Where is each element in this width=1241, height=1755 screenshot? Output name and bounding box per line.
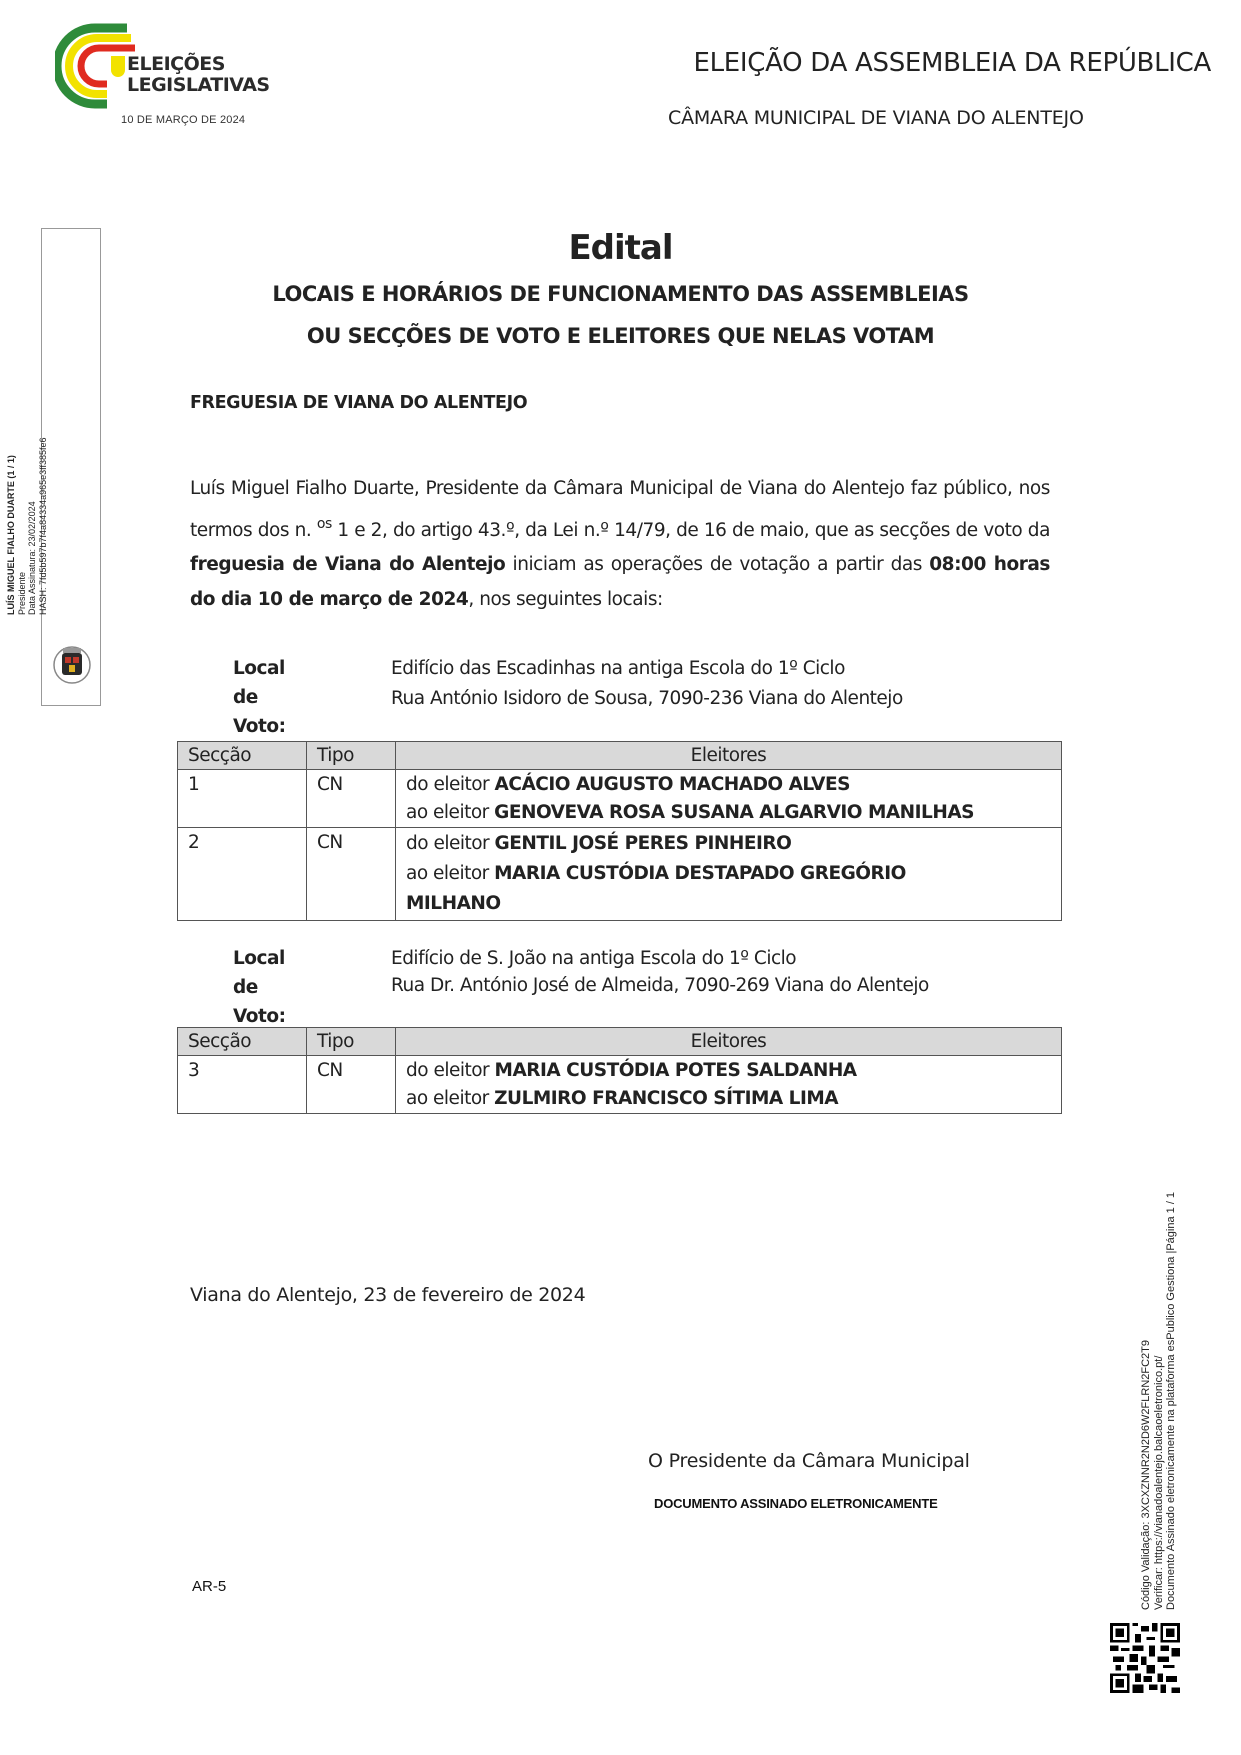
header-seccao: Secção <box>178 1028 307 1056</box>
cell-eleitores <box>396 770 1062 828</box>
validation-url[interactable]: Verificar: https://vianadoalentejo.balcaoeletronico.pt/ <box>1152 1355 1165 1610</box>
para-text-3: iniciam as operações de votação a partir das <box>505 554 930 575</box>
qr-code-icon <box>1110 1623 1180 1693</box>
cell-eleitores <box>396 828 1062 921</box>
sections-table-2 <box>177 1027 1062 1114</box>
signer-role: Presidente <box>16 571 27 615</box>
document-subtitle-line2: OU SECÇÕES DE VOTO E ELEITORES QUE NELAS VOTAM <box>306 324 935 348</box>
to-prefix: ao eleitor <box>406 801 495 823</box>
document-title: Edital <box>568 228 673 268</box>
sections-table-1 <box>177 741 1062 921</box>
location-address: Rua Dr. António José de Almeida, 7090-269 Viana do Alentejo <box>391 975 929 996</box>
validation-code: Código Validação: 3XCXZNNR2N2D6W2FLRN2FC2T9 <box>1140 1339 1152 1610</box>
elections-logo <box>55 22 285 132</box>
signatory-title: O Presidente da Câmara Municipal <box>648 1450 970 1472</box>
document-subtitle-line1: LOCAIS E HORÁRIOS DE FUNCIONAMENTO DAS ASSEMBLEIAS <box>272 282 969 306</box>
signed-electronically-note: DOCUMENTO ASSINADO ELETRONICAMENTE <box>654 1496 938 1511</box>
logo-line1: ELEIÇÕES <box>127 53 225 75</box>
signature-date: Data Assinatura: 23/02/2024 <box>27 501 37 615</box>
validation-info <box>1140 1192 1178 1610</box>
para-text-2: 1 e 2, do artigo 43.º, da Lei n.º 14/79, de 16 de maio, que as secções de voto da <box>331 519 1050 541</box>
to-voter: MARIA CUSTÓDIA DESTAPADO GREGÓRIO MILHANO <box>406 863 906 914</box>
signature-text <box>6 315 48 615</box>
from-prefix: do eleitor <box>406 833 495 854</box>
to-prefix: ao eleitor <box>406 1087 495 1109</box>
logo-line2: LEGISLATIVAS <box>127 74 270 96</box>
location-name: Edifício das Escadinhas na antiga Escola do 1º Ciclo <box>391 658 845 679</box>
para-text-4: , nos seguintes locais: <box>468 588 663 610</box>
cell-eleitores <box>396 1056 1062 1114</box>
para-bold-2: 08:00 horas do dia 10 de março de 2024 <box>190 554 1050 610</box>
logo-arcs-icon <box>55 22 135 112</box>
para-bold-1: freguesia de Viana do Alentejo <box>190 554 506 575</box>
logo-date: 10 DE MARÇO DE 2024 <box>121 114 246 126</box>
signature-hash: HASH: 7fd5b597b7f4a84334a965e3ff385fe6 <box>37 437 48 615</box>
header-eleitores: Eleitores <box>396 1028 1062 1056</box>
location-label: Local de Voto: <box>233 948 286 1027</box>
para-sup: os <box>316 515 332 532</box>
para-text-1: Luís Miguel Fialho Duarte, Presidente da Câmara Municipal de Viana do Alentejo faz público, nos termos dos n. <box>190 478 1050 541</box>
header-eleitores: Eleitores <box>396 742 1062 770</box>
intro-paragraph <box>190 472 1050 617</box>
to-voter: GENOVEVA ROSA SUSANA ALGARVIO MANILHAS <box>494 801 974 823</box>
from-voter: GENTIL JOSÉ PERES PINHEIRO <box>494 833 792 854</box>
header-tipo: Tipo <box>307 742 396 770</box>
validation-platform: Documento Assinado eletronicamente na plataforma esPublico Gestiona |Página 1 / 1 <box>1165 1191 1177 1610</box>
header-title: ELEIÇÃO DA ASSEMBLEIA DA REPÚBLICA <box>693 48 1211 78</box>
place-and-date: Viana do Alentejo, 23 de fevereiro de 2024 <box>190 1284 586 1306</box>
table-row <box>178 770 1062 828</box>
table-header-row <box>178 1028 1062 1056</box>
cell-seccao: 2 <box>178 828 307 921</box>
from-prefix: do eleitor <box>406 1060 495 1081</box>
location-name: Edifício de S. João na antiga Escola do 1º Ciclo <box>391 948 797 969</box>
location-label: Local de Voto: <box>233 658 286 737</box>
from-voter: MARIA CUSTÓDIA POTES SALDANHA <box>494 1060 857 1081</box>
cell-seccao: 1 <box>178 770 307 828</box>
cell-tipo: CN <box>307 770 396 828</box>
to-voter: ZULMIRO FRANCISCO SÍTIMA LIMA <box>494 1087 839 1109</box>
header-subtitle: CÂMARA MUNICIPAL DE VIANA DO ALENTEJO <box>668 107 1084 129</box>
location-address: Rua António Isidoro de Sousa, 7090-236 Viana do Alentejo <box>391 688 903 709</box>
table-row <box>178 828 1062 921</box>
header-seccao: Secção <box>178 742 307 770</box>
cell-tipo: CN <box>307 1056 396 1114</box>
header-tipo: Tipo <box>307 1028 396 1056</box>
municipal-crest-icon <box>50 637 94 693</box>
cell-tipo: CN <box>307 828 396 921</box>
cell-seccao: 3 <box>178 1056 307 1114</box>
table-row <box>178 1056 1062 1114</box>
freguesia-heading: FREGUESIA DE VIANA DO ALENTEJO <box>190 393 528 413</box>
to-prefix: ao eleitor <box>406 863 495 884</box>
signer-name: LUÍS MIGUEL FIALHO DUARTE (1 / 1) <box>6 455 16 615</box>
document-reference: AR-5 <box>192 1578 227 1595</box>
table-header-row <box>178 742 1062 770</box>
from-prefix: do eleitor <box>406 774 495 795</box>
from-voter: ACÁCIO AUGUSTO MACHADO ALVES <box>494 774 850 795</box>
